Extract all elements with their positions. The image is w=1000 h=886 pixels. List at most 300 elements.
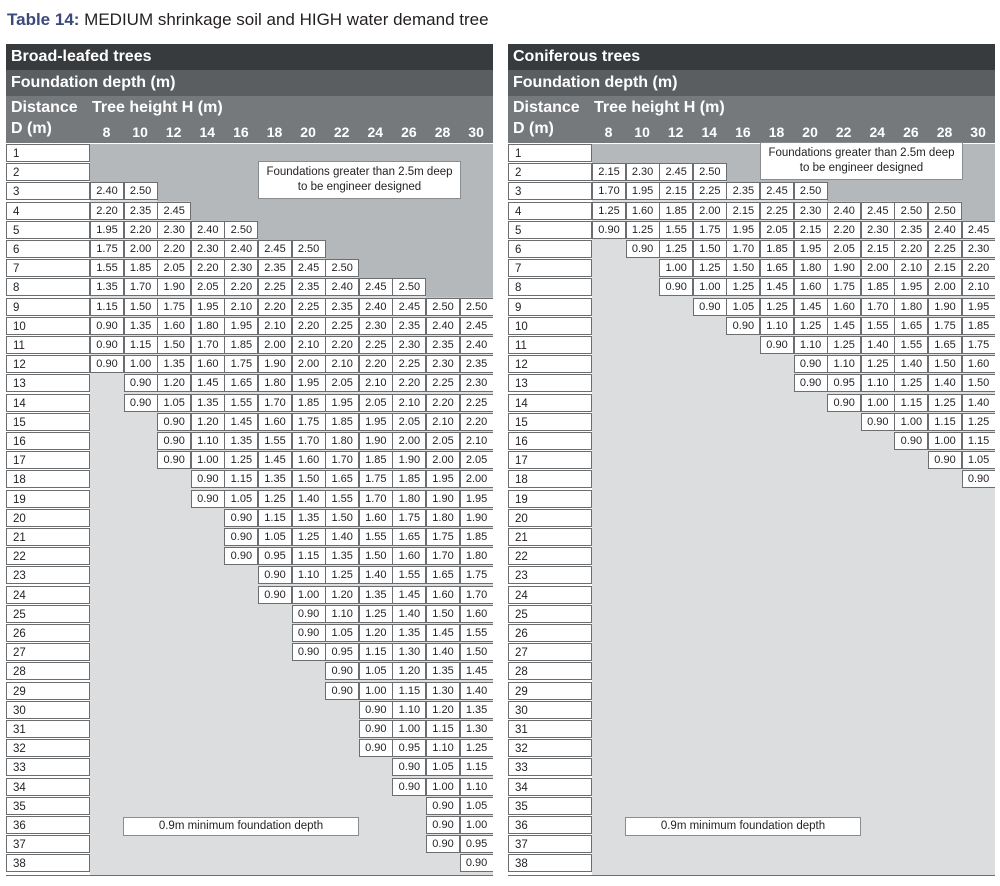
row-label-18: 18 — [508, 470, 592, 488]
table-cell: 1.50 — [124, 298, 158, 316]
table-cell: 1.60 — [827, 298, 861, 316]
table-cell: 2.35 — [124, 202, 158, 220]
table-cell: 2.20 — [426, 394, 460, 412]
table-cell: 2.35 — [460, 355, 493, 373]
table-cell: 1.65 — [392, 528, 426, 546]
distance-unit: D (m) — [11, 120, 52, 137]
table-cell: 2.15 — [592, 163, 626, 181]
table-cell: 2.15 — [928, 259, 962, 277]
table-cell: 1.40 — [861, 336, 895, 354]
engineer-region — [460, 144, 493, 298]
row-label-23: 23 — [508, 566, 592, 584]
engineer-region — [592, 144, 626, 163]
table-cell: 1.90 — [928, 298, 962, 316]
table-cell: 0.90 — [292, 643, 326, 661]
row-label-18: 18 — [6, 470, 90, 488]
table-cell: 2.50 — [292, 240, 326, 258]
table-cell: 1.45 — [460, 662, 493, 680]
row-label-15: 15 — [6, 413, 90, 431]
table-cell: 1.40 — [392, 605, 426, 623]
row-label-14: 14 — [6, 394, 90, 412]
row-label-4: 4 — [508, 202, 592, 220]
row-label-9: 9 — [6, 298, 90, 316]
column-header-8: 8 — [604, 124, 613, 140]
table-cell: 1.10 — [191, 432, 225, 450]
table-cell: 1.80 — [460, 547, 493, 565]
table-cell: 1.00 — [659, 259, 693, 277]
table-cell: 0.90 — [659, 278, 693, 296]
row-label-32: 32 — [508, 739, 592, 757]
table-cell: 2.20 — [292, 317, 326, 335]
row-label-5: 5 — [508, 221, 592, 239]
table-cell: 1.95 — [191, 298, 225, 316]
row-label-7: 7 — [508, 259, 592, 277]
table-cell: 2.50 — [325, 259, 359, 277]
table-cell: 1.90 — [827, 259, 861, 277]
row-label-24: 24 — [6, 586, 90, 604]
coniferous-subtitle: Foundation depth (m) — [508, 70, 995, 96]
table-cell: 1.75 — [292, 413, 326, 431]
table-cell: 2.05 — [827, 240, 861, 258]
table-cell: 0.90 — [359, 701, 393, 719]
table-cell: 2.45 — [292, 259, 326, 277]
table-cell: 2.20 — [392, 374, 426, 392]
table-cell: 2.10 — [962, 278, 995, 296]
table-cell: 1.45 — [426, 624, 460, 642]
table-cell: 1.25 — [359, 605, 393, 623]
table-cell: 1.30 — [426, 682, 460, 700]
table-cell: 2.50 — [124, 182, 158, 200]
row-label-35: 35 — [508, 797, 592, 815]
column-header-22: 22 — [835, 124, 852, 140]
table-cell: 2.45 — [760, 182, 794, 200]
row-label-3: 3 — [6, 182, 90, 200]
table-cell: 1.50 — [157, 336, 191, 354]
table-cell: 2.10 — [426, 413, 460, 431]
table-cell: 1.25 — [962, 413, 995, 431]
table-cell: 0.90 — [359, 720, 393, 738]
table-cell: 1.05 — [258, 528, 292, 546]
table-cell: 0.90 — [157, 413, 191, 431]
table-cell: 2.00 — [460, 470, 493, 488]
row-label-35: 35 — [6, 797, 90, 815]
table-cell: 0.90 — [426, 816, 460, 834]
table-cell: 1.75 — [224, 355, 258, 373]
column-header-16: 16 — [735, 124, 751, 140]
table-cell: 2.20 — [224, 278, 258, 296]
table-cell: 1.60 — [426, 586, 460, 604]
table-cell: 1.70 — [426, 547, 460, 565]
column-header-20: 20 — [802, 124, 818, 140]
table-cell: 1.00 — [928, 432, 962, 450]
table-cell: 1.70 — [325, 451, 359, 469]
table-cell: 1.35 — [258, 470, 292, 488]
column-header-10: 10 — [132, 124, 148, 140]
table-cell: 1.60 — [626, 202, 660, 220]
table-cell: 1.70 — [191, 336, 225, 354]
table-cell: 1.05 — [962, 451, 995, 469]
table-cell: 2.40 — [325, 278, 359, 296]
lower-note: 0.9m minimum foundation depth — [625, 817, 861, 836]
table-cell: 2.50 — [894, 202, 928, 220]
table-cell: 1.15 — [894, 394, 928, 412]
table-cell: 0.95 — [325, 643, 359, 661]
table-cell: 2.25 — [693, 182, 727, 200]
table-cell: 2.10 — [359, 374, 393, 392]
engineer-region — [726, 144, 760, 182]
row-label-22: 22 — [508, 547, 592, 565]
table-cell: 0.90 — [224, 509, 258, 527]
table-cell: 1.00 — [894, 413, 928, 431]
table-cell: 1.75 — [157, 298, 191, 316]
table-cell: 2.30 — [861, 221, 895, 239]
table-cell: 0.90 — [191, 490, 225, 508]
row-label-28: 28 — [6, 662, 90, 680]
row-label-36: 36 — [6, 816, 90, 834]
table-caption: MEDIUM shrinkage soil and HIGH water demand tree — [84, 10, 489, 29]
row-label-26: 26 — [6, 624, 90, 642]
coniferous-title: Coniferous trees — [508, 44, 995, 70]
column-header-18: 18 — [266, 124, 283, 140]
table-number: Table 14: — [7, 10, 80, 29]
table-cell: 1.10 — [827, 355, 861, 373]
table-cell: 2.20 — [359, 355, 393, 373]
table-cell: 2.45 — [962, 221, 995, 239]
row-label-31: 31 — [508, 720, 592, 738]
row-label-21: 21 — [6, 528, 90, 546]
table-cell: 1.25 — [794, 317, 828, 335]
distance-unit: D (m) — [513, 120, 554, 137]
column-header-30: 30 — [468, 124, 484, 140]
table-cell: 1.60 — [191, 355, 225, 373]
row-label-30: 30 — [508, 701, 592, 719]
row-label-6: 6 — [508, 240, 592, 258]
table-cell: 1.40 — [460, 682, 493, 700]
table-cell: 1.85 — [224, 336, 258, 354]
table-cell: 1.55 — [894, 336, 928, 354]
table-cell: 1.55 — [460, 624, 493, 642]
table-cell: 2.50 — [224, 221, 258, 239]
table-cell: 1.75 — [426, 528, 460, 546]
table-cell: 0.90 — [962, 470, 995, 488]
table-cell: 2.10 — [392, 394, 426, 412]
row-label-25: 25 — [6, 605, 90, 623]
table-cell: 1.65 — [928, 336, 962, 354]
table-cell: 0.90 — [258, 566, 292, 584]
table-cell: 1.50 — [325, 509, 359, 527]
table-cell: 1.60 — [794, 278, 828, 296]
table-cell: 2.05 — [359, 394, 393, 412]
table-cell: 2.05 — [460, 451, 493, 469]
table-cell: 1.50 — [426, 605, 460, 623]
table-cell: 2.10 — [224, 298, 258, 316]
table-cell: 2.25 — [292, 298, 326, 316]
table-cell: 1.75 — [90, 240, 124, 258]
row-label-38: 38 — [508, 854, 592, 872]
table-cell: 1.15 — [124, 336, 158, 354]
column-header-28: 28 — [936, 124, 953, 140]
table-cell: 1.70 — [726, 240, 760, 258]
row-label-19: 19 — [6, 490, 90, 508]
table-cell: 1.85 — [460, 528, 493, 546]
row-label-31: 31 — [6, 720, 90, 738]
row-label-26: 26 — [508, 624, 592, 642]
table-cell: 1.70 — [258, 394, 292, 412]
row-label-10: 10 — [508, 317, 592, 335]
table-cell: 0.95 — [258, 547, 292, 565]
table-cell: 1.00 — [124, 355, 158, 373]
table-cell: 1.15 — [258, 509, 292, 527]
table-cell: 0.90 — [426, 797, 460, 815]
row-label-14: 14 — [508, 394, 592, 412]
table-cell: 1.35 — [426, 662, 460, 680]
table-cell: 1.55 — [258, 432, 292, 450]
table-cell: 2.30 — [224, 259, 258, 277]
row-label-12: 12 — [508, 355, 592, 373]
table-cell: 2.50 — [928, 202, 962, 220]
table-title — [7, 10, 489, 30]
table-cell: 1.95 — [962, 298, 995, 316]
table-cell: 1.10 — [760, 317, 794, 335]
table-cell: 0.90 — [392, 778, 426, 796]
row-label-8: 8 — [6, 278, 90, 296]
table-cell: 0.90 — [794, 355, 828, 373]
table-cell: 0.90 — [258, 586, 292, 604]
table-cell: 2.20 — [894, 240, 928, 258]
table-cell: 1.95 — [325, 394, 359, 412]
row-label-11: 11 — [6, 336, 90, 354]
table-cell: 1.60 — [292, 451, 326, 469]
table-cell: 1.60 — [359, 509, 393, 527]
table-cell: 2.30 — [794, 202, 828, 220]
table-cell: 2.20 — [191, 259, 225, 277]
table-cell: 1.85 — [760, 240, 794, 258]
table-cell: 1.10 — [460, 778, 493, 796]
table-cell: 2.30 — [626, 163, 660, 181]
upper-note: Foundations greater than 2.5m deep to be engineer designed — [760, 142, 963, 180]
table-cell: 0.90 — [392, 758, 426, 776]
column-header-8: 8 — [102, 124, 111, 140]
table-cell: 1.55 — [224, 394, 258, 412]
row-label-37: 37 — [6, 835, 90, 853]
table-cell: 1.65 — [224, 374, 258, 392]
table-cell: 1.95 — [90, 221, 124, 239]
table-cell: 2.25 — [258, 278, 292, 296]
table-cell: 1.05 — [460, 797, 493, 815]
table-cell: 1.70 — [292, 432, 326, 450]
table-cell: 1.80 — [794, 259, 828, 277]
table-cell: 1.05 — [325, 624, 359, 642]
table-cell: 1.55 — [861, 317, 895, 335]
table-cell: 1.00 — [392, 720, 426, 738]
table-cell: 1.95 — [794, 240, 828, 258]
table-cell: 0.90 — [224, 547, 258, 565]
row-label-11: 11 — [508, 336, 592, 354]
table-cell: 1.15 — [292, 547, 326, 565]
table-cell: 1.05 — [157, 394, 191, 412]
table-cell: 0.95 — [460, 835, 493, 853]
table-cell: 1.00 — [861, 394, 895, 412]
table-cell: 1.25 — [760, 298, 794, 316]
column-header-20: 20 — [300, 124, 316, 140]
table-cell: 2.35 — [292, 278, 326, 296]
table-cell: 1.70 — [359, 490, 393, 508]
table-cell: 0.90 — [292, 624, 326, 642]
table-cell: 0.90 — [426, 835, 460, 853]
row-label-8: 8 — [508, 278, 592, 296]
table-cell: 0.90 — [460, 854, 493, 872]
table-cell: 1.50 — [460, 643, 493, 661]
table-cell: 1.90 — [359, 432, 393, 450]
table-cell: 1.95 — [426, 470, 460, 488]
table-cell: 0.90 — [928, 451, 962, 469]
table-cell: 2.10 — [292, 336, 326, 354]
row-label-33: 33 — [508, 758, 592, 776]
table-cell: 1.60 — [157, 317, 191, 335]
column-header-26: 26 — [903, 124, 919, 140]
table-cell: 2.30 — [157, 221, 191, 239]
table-cell: 2.10 — [894, 259, 928, 277]
row-label-2: 2 — [508, 163, 592, 181]
row-label-22: 22 — [6, 547, 90, 565]
table-cell: 1.50 — [292, 470, 326, 488]
table-cell: 1.85 — [962, 317, 995, 335]
table-cell: 1.95 — [894, 278, 928, 296]
table-cell: 0.90 — [292, 605, 326, 623]
table-cell: 0.90 — [827, 394, 861, 412]
table-cell: 1.25 — [659, 240, 693, 258]
table-cell: 1.80 — [894, 298, 928, 316]
row-label-29: 29 — [508, 682, 592, 700]
table-cell: 2.00 — [426, 451, 460, 469]
table-cell: 1.40 — [426, 643, 460, 661]
row-label-27: 27 — [6, 643, 90, 661]
row-label-33: 33 — [6, 758, 90, 776]
table-cell: 2.00 — [392, 432, 426, 450]
table-cell: 2.40 — [928, 221, 962, 239]
row-label-34: 34 — [508, 778, 592, 796]
table-cell: 1.85 — [124, 259, 158, 277]
table-cell: 1.15 — [90, 298, 124, 316]
row-label-9: 9 — [508, 298, 592, 316]
table-cell: 1.05 — [224, 490, 258, 508]
table-cell: 2.30 — [460, 374, 493, 392]
row-label-30: 30 — [6, 701, 90, 719]
table-cell: 2.35 — [258, 259, 292, 277]
table-cell: 1.70 — [592, 182, 626, 200]
engineer-region — [693, 144, 727, 163]
table-cell: 0.90 — [224, 528, 258, 546]
table-cell: 1.25 — [626, 221, 660, 239]
table-cell: 1.25 — [894, 374, 928, 392]
table-cell: 1.25 — [693, 259, 727, 277]
table-cell: 1.70 — [460, 586, 493, 604]
table-cell: 2.25 — [325, 317, 359, 335]
table-cell: 2.20 — [90, 202, 124, 220]
row-label-3: 3 — [508, 182, 592, 200]
table-cell: 1.65 — [325, 470, 359, 488]
table-cell: 1.20 — [325, 586, 359, 604]
row-label-25: 25 — [508, 605, 592, 623]
table-cell: 1.60 — [392, 547, 426, 565]
table-cell: 2.35 — [325, 298, 359, 316]
table-cell: 1.80 — [325, 432, 359, 450]
row-label-13: 13 — [6, 374, 90, 392]
table-cell: 2.40 — [191, 221, 225, 239]
table-cell: 1.70 — [124, 278, 158, 296]
row-label-38: 38 — [6, 854, 90, 872]
table-cell: 1.25 — [258, 490, 292, 508]
row-label-5: 5 — [6, 221, 90, 239]
table-cell: 1.40 — [894, 355, 928, 373]
table-cell: 1.20 — [426, 701, 460, 719]
table-cell: 1.85 — [325, 413, 359, 431]
row-label-2: 2 — [6, 163, 90, 181]
table-cell: 2.15 — [726, 202, 760, 220]
table-cell: 1.45 — [392, 586, 426, 604]
table-cell: 1.40 — [928, 374, 962, 392]
table-cell: 2.40 — [426, 317, 460, 335]
table-cell: 2.05 — [191, 278, 225, 296]
column-header-14: 14 — [199, 124, 216, 140]
table-cell: 1.90 — [258, 355, 292, 373]
broadleaf-title: Broad-leafed trees — [6, 44, 493, 70]
table-cell: 1.15 — [928, 413, 962, 431]
table-cell: 2.05 — [157, 259, 191, 277]
table-cell: 0.90 — [325, 662, 359, 680]
row-label-7: 7 — [6, 259, 90, 277]
table-cell: 1.90 — [460, 509, 493, 527]
table-cell: 2.40 — [460, 336, 493, 354]
table-cell: 0.90 — [90, 317, 124, 335]
table-cell: 1.55 — [659, 221, 693, 239]
table-cell: 2.50 — [460, 298, 493, 316]
distance-label: Distance — [513, 99, 580, 116]
table-cell: 1.00 — [426, 778, 460, 796]
table-cell: 2.40 — [827, 202, 861, 220]
table-cell: 1.45 — [794, 298, 828, 316]
table-cell: 2.20 — [827, 221, 861, 239]
table-cell: 1.05 — [359, 662, 393, 680]
column-header-30: 30 — [970, 124, 986, 140]
table-cell: 2.25 — [460, 394, 493, 412]
table-cell: 1.70 — [861, 298, 895, 316]
table-cell: 1.55 — [359, 528, 393, 546]
table-cell: 1.00 — [359, 682, 393, 700]
table-cell: 1.65 — [426, 566, 460, 584]
table-cell: 2.20 — [962, 259, 995, 277]
table-cell: 1.95 — [224, 317, 258, 335]
table-cell: 1.55 — [392, 566, 426, 584]
table-cell: 2.20 — [460, 413, 493, 431]
table-cell: 1.50 — [359, 547, 393, 565]
table-cell: 1.00 — [693, 278, 727, 296]
table-cell: 0.90 — [693, 298, 727, 316]
table-cell: 1.75 — [693, 221, 727, 239]
table-cell: 2.40 — [359, 298, 393, 316]
table-cell: 1.10 — [426, 739, 460, 757]
table-cell: 2.45 — [861, 202, 895, 220]
table-cell: 1.45 — [760, 278, 794, 296]
table-cell: 2.50 — [693, 163, 727, 181]
table-cell: 1.20 — [157, 374, 191, 392]
table-cell: 2.50 — [392, 278, 426, 296]
row-label-1: 1 — [6, 144, 90, 162]
row-label-27: 27 — [508, 643, 592, 661]
table-cell: 2.35 — [392, 317, 426, 335]
table-cell: 1.80 — [426, 509, 460, 527]
table-cell: 2.40 — [90, 182, 124, 200]
